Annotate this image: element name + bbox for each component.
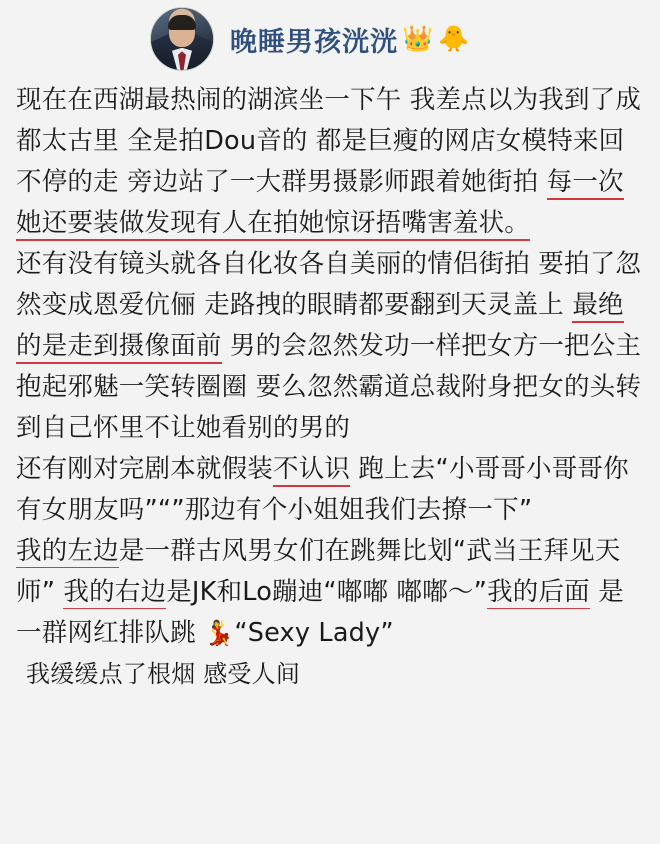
text-segment: 是一群网红排队跳 xyxy=(16,577,624,648)
text-segment-underlined: 不认识 xyxy=(273,454,350,487)
crown-icon: 👑 xyxy=(402,24,435,53)
text-segment-underlined: 我的左边 xyxy=(16,536,119,566)
text-segment-underlined: 最绝的是走到摄像面前 xyxy=(16,290,624,364)
paragraph-2 xyxy=(16,244,644,449)
text-segment: 还有没有镜头就各自化妆各自美丽的情侣街拍 要拍了忽然变成恩爱伉俪 走路拽的眼睛都要翻到天灵盖上 xyxy=(16,249,642,320)
text-segment: 是一群古风男女们在跳舞比划“武当王拜见天师” xyxy=(16,536,621,607)
text-segment: 男的会忽然发功一样把女方一把公主抱起邪魅一笑转圈圈 要么忽然霸道总裁附身把女的头转到自己怀里不让她看别的男的 xyxy=(16,331,642,443)
text-segment: “Sexy Lady” xyxy=(234,618,394,648)
avatar-hair xyxy=(168,15,196,30)
text-segment: 还有刚对完剧本就假装 xyxy=(16,454,274,484)
chick-icon: 🐥 xyxy=(438,24,471,53)
username[interactable] xyxy=(230,20,470,59)
text-segment: 现在在西湖最热闹的湖滨坐一下午 我差点以为我到了成都太古里 全是拍Dou音的 都是巨瘦的网店女模特来回不停的走 旁边站了一大群男摄影师跟着她街拍 xyxy=(16,85,642,197)
text-segment: 跑上去“小哥哥小哥哥你有女朋友吗”“”那边有个小姐姐我们去撩一下” xyxy=(16,454,629,525)
post-body xyxy=(0,80,660,695)
username-text: 晚睡男孩洸洸 xyxy=(230,26,398,58)
text-segment-underlined: 每一次她还要装做发现有人在拍她惊讶捂嘴害羞状。 xyxy=(16,167,624,241)
paragraph-4 xyxy=(16,531,644,654)
avatar[interactable] xyxy=(150,7,214,71)
paragraph-3 xyxy=(16,449,644,531)
paragraph-1 xyxy=(16,80,644,244)
post-header xyxy=(0,0,660,80)
dancer-icon: 💃 xyxy=(204,619,235,647)
text-segment-underlined: 我的后面 xyxy=(487,577,590,607)
text-segment: 是JK和Lo蹦迪“嘟嘟 嘟嘟～” xyxy=(166,577,488,607)
paragraph-5: 我缓缓点了根烟 感受人间 xyxy=(26,660,301,688)
text-segment-underlined: 我的右边 xyxy=(63,577,167,607)
